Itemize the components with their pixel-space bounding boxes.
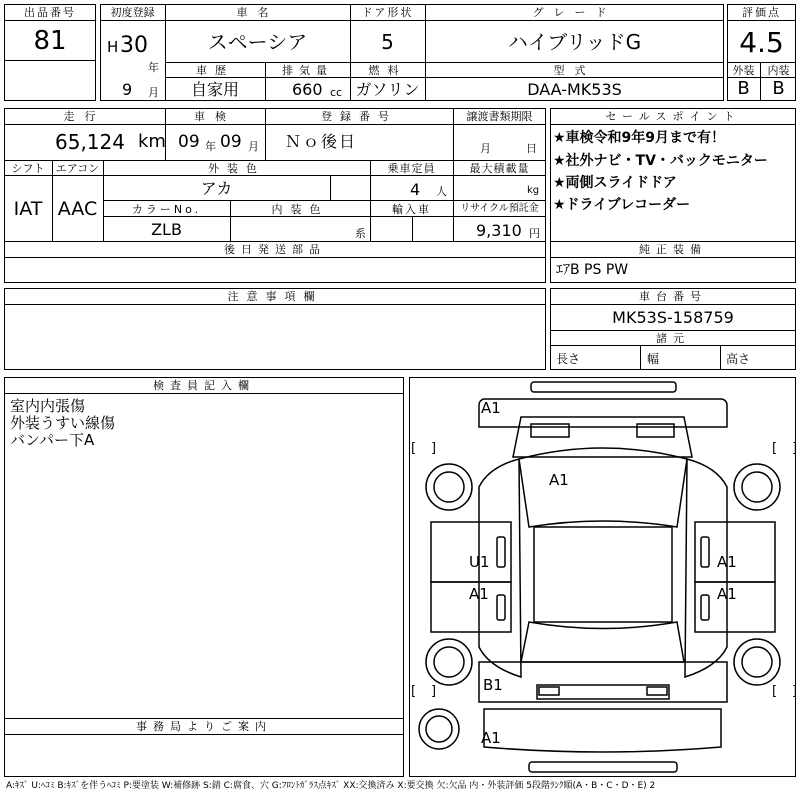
mark-left-front-door: U1 xyxy=(469,553,490,571)
office-label: 事務局よりご案内 xyxy=(136,720,272,733)
mark-right-rear-door: A1 xyxy=(717,585,737,603)
recycle: 9,310 xyxy=(476,221,522,240)
model: DAA-MK53S xyxy=(527,80,622,99)
score: 4.5 xyxy=(739,26,784,59)
mileage-unit: km xyxy=(138,131,166,152)
load-label: 最大積載量 xyxy=(469,162,530,175)
legend: A:ｷｽﾞ U:ﾍｺﾐ B:ｷｽﾞを伴うﾍｺﾐ P:要塗装 W:補修跡 S:錆 C:腐食、穴 G:ﾌﾛﾝﾄｶﾞﾗｽ点ｷｽﾞ XX:交換済み X:要交換 欠:欠品 内・外装評価 5段階ﾗﾝｸ順(A・B・C・D・E) 2 xyxy=(6,781,656,791)
load-unit: kg xyxy=(527,185,540,196)
recycle-label: リサイクル預託金 xyxy=(460,203,539,214)
ext-color: アカ xyxy=(200,179,233,198)
length-label: 長さ xyxy=(556,352,581,366)
inspection-month-unit: 月 xyxy=(248,140,259,153)
exterior-grade: B xyxy=(737,78,750,99)
chassis-label: 車台番号 xyxy=(639,290,707,303)
mark-right-front-door: A1 xyxy=(717,553,737,571)
exterior-label: 外装 xyxy=(732,64,755,77)
inspector-note: バンパー下A xyxy=(10,431,95,449)
grade: ハイブリッドG xyxy=(507,30,642,54)
capacity-label: 乗車定員 xyxy=(387,162,436,175)
mark-rear-quarter: B1 xyxy=(483,676,503,694)
sales-point-item: ★社外ナビ・TV・バックモニター xyxy=(553,153,768,169)
month-unit: 月 xyxy=(148,86,159,99)
transfer-month: 月 xyxy=(480,142,491,155)
mileage-label: 走行 xyxy=(63,110,106,123)
fuel: ガソリン xyxy=(355,80,420,99)
shift-label: シフト xyxy=(11,162,45,175)
shift: IAT xyxy=(13,198,43,220)
displacement: 660 xyxy=(292,80,323,99)
svg-text:]: ] xyxy=(792,684,798,699)
import-label: 輸入車 xyxy=(392,203,431,216)
mark-hood: A1 xyxy=(481,399,501,417)
year-unit: 年 xyxy=(148,61,159,74)
era: H xyxy=(107,38,119,56)
grade-label: グレード xyxy=(532,6,617,19)
mark-left-rear-door: A1 xyxy=(469,585,489,603)
svg-text:[: [ xyxy=(772,441,778,456)
capacity-unit: 人 xyxy=(436,185,447,198)
reg-year: 30 xyxy=(120,33,148,58)
width-label: 幅 xyxy=(647,352,660,366)
svg-text:[: [ xyxy=(772,684,778,699)
inspector-label: 検査員記入欄 xyxy=(153,379,255,392)
inspector-note: 室内内張傷 xyxy=(10,397,86,415)
first-reg-label: 初度登録 xyxy=(110,6,155,19)
car-name: スペーシア xyxy=(207,30,308,54)
svg-text:]: ] xyxy=(431,441,437,456)
int-color-unit: 系 xyxy=(355,227,366,240)
inspection-year-unit: 年 xyxy=(205,140,216,153)
equipment-value: ｴｱB PS PW xyxy=(556,262,629,278)
svg-text:]: ] xyxy=(792,441,798,456)
capacity: 4 xyxy=(410,180,421,199)
equipment-label: 純正装備 xyxy=(639,243,707,256)
inspection-month: 09 xyxy=(220,132,242,152)
color-no: ZLB xyxy=(151,220,182,239)
sales-points-label: セールスポイント xyxy=(605,110,741,123)
lot-number: 81 xyxy=(33,26,67,56)
history-label: 車歴 xyxy=(196,64,234,77)
notes-label: 注意事項欄 xyxy=(227,290,323,303)
score-label: 評価点 xyxy=(742,6,781,19)
reg-month: 9 xyxy=(122,80,133,99)
mark-rear-bumper: A1 xyxy=(481,729,501,747)
reg-no: Ｎｏ後日 xyxy=(285,132,358,151)
inspection-label: 車検 xyxy=(194,110,236,123)
color-no-label: カラーNo. xyxy=(131,203,202,216)
interior-grade: B xyxy=(772,78,785,99)
later-parts-label: 後日発送部品 xyxy=(224,243,326,256)
car-name-label: 車名 xyxy=(236,6,279,19)
ac: AAC xyxy=(57,198,98,220)
transfer-day: 日 xyxy=(526,142,537,155)
ac-label: エアコン xyxy=(55,162,100,175)
sales-point-item: ★ドライブレコーダー xyxy=(553,197,691,213)
interior-label: 内装 xyxy=(767,64,790,77)
svg-text:]: ] xyxy=(431,684,437,699)
displacement-unit: cc xyxy=(330,86,343,99)
ext-color-label: 外装色 xyxy=(208,162,265,175)
history: 自家用 xyxy=(190,80,239,99)
height-label: 高さ xyxy=(726,352,751,366)
mark-roof: A1 xyxy=(549,471,569,489)
door-count: 5 xyxy=(381,30,394,54)
inspector-note: 外装うすい線傷 xyxy=(10,414,116,432)
sales-point-item: ★両側スライドドア xyxy=(553,175,677,191)
int-color-label: 内装色 xyxy=(271,203,329,216)
chassis-number: MK53S-158759 xyxy=(612,308,734,327)
inspection-year: 09 xyxy=(178,132,200,152)
sales-point-item: ★車検令和9年9月まで有！ xyxy=(553,130,726,146)
specs-label: 諸元 xyxy=(656,332,690,345)
reg-no-label: 登録番号 xyxy=(321,110,397,123)
displacement-label: 排気量 xyxy=(282,64,333,77)
door-label: ドア形状 xyxy=(361,6,414,19)
svg-text:[: [ xyxy=(411,684,417,699)
mileage: 65,124 xyxy=(55,130,125,154)
fuel-label: 燃料 xyxy=(368,64,407,77)
model-label: 型式 xyxy=(553,64,596,77)
lot-label: 出品番号 xyxy=(24,6,76,19)
car-diagram xyxy=(409,377,796,777)
transfer-label: 譲渡書類期限 xyxy=(466,110,533,123)
recycle-unit: 円 xyxy=(529,227,540,240)
svg-text:[: [ xyxy=(411,441,417,456)
